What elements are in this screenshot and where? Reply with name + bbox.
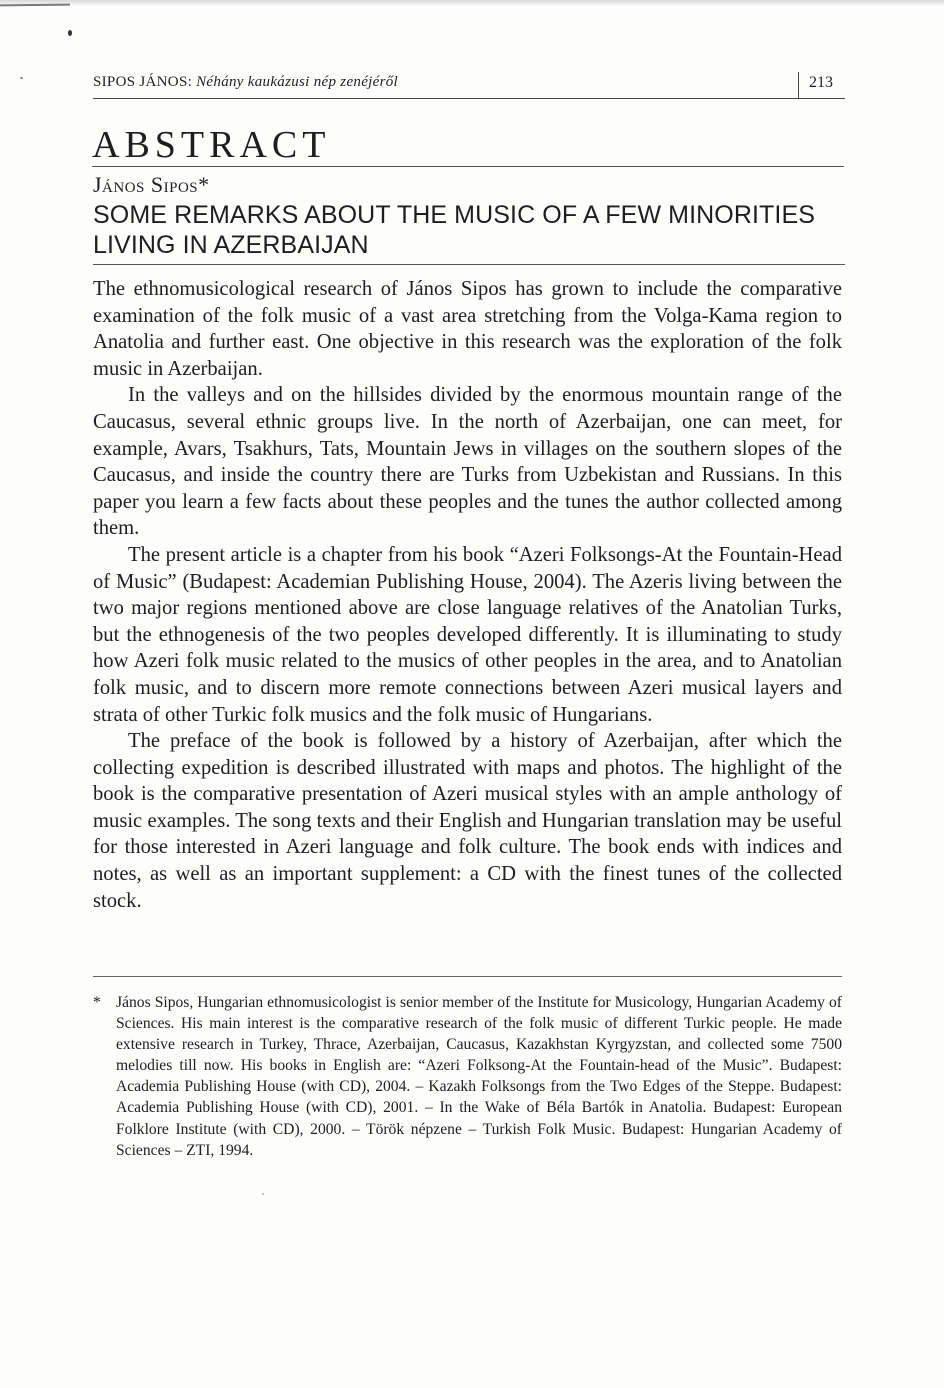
- page-number: 213: [809, 74, 833, 91]
- scan-speck: [20, 77, 23, 79]
- paragraph: The present article is a chapter from his book “Azeri Folksongs-At the Fountain-Head of Music” (Budapest: Academian Publishing House, 2004). The Azeris living between the two major regions mentioned above are close language relatives of the Anatolian Turks, but the ethnogenesis of the two peoples developed differently. It is illuminating to study how Azeri folk music related to the musics of other peoples in the area, and to Anatolian folk music, and to discern more remote connections between Azeri musical layers and strata of other Turkic folk musics and the folk music of Hungarians.: [93, 543, 842, 726]
- running-head: [93, 72, 845, 99]
- abstract-heading: ABSTRACT: [92, 124, 844, 167]
- footnote-divider: [93, 976, 842, 977]
- running-head-divider: [798, 72, 799, 98]
- running-head-author: [93, 74, 398, 91]
- running-head-author-name: SIPOS JÁNOS:: [93, 74, 193, 90]
- footnote: [93, 992, 842, 1161]
- scan-speck: [68, 30, 72, 36]
- paragraph: The ethnomusicological research of János Sipos has grown to include the comparative examination of the folk music of a vast area stretching from the Volga-Kama region to Anatolia and further east. One objective in this research was the exploration of the folk music in Azerbaijan.: [93, 278, 842, 380]
- paragraph: In the valleys and on the hillsides divided by the enormous mountain range of the Caucasus, several ethnic groups live. In the north of Azerbaijan, one can meet, for example, Avars, Tsakhurs, Tats, Mountain Jews in villages on the southern slopes of the Caucasus, and inside the country there are Turks from Uzbekistan and Russians. In this paper you learn a few facts about these peoples and the tunes the author collected among them.: [93, 384, 842, 540]
- author-name: János Sipos*: [93, 172, 210, 197]
- running-head-title: Néhány kaukázusi nép zenéjéről: [196, 74, 398, 90]
- abstract-body: [93, 276, 842, 914]
- scan-shadow: [0, 0, 944, 6]
- scan-speck: [262, 1193, 264, 1195]
- footnote-marker: *: [93, 994, 101, 1011]
- footnote-text: János Sipos, Hungarian ethnomusicologist is senior member of the Institute for Musicology, Hungarian Academy of Sciences. His main interest is the comparative research of the folk music of different Turkic people. He made extensive research in Turkey, Thrace, Azerbaijan, Caucasus, Kazakhstan Kyrgyzstan, and collected some 7500 melodies till now. His books in English are: “Azeri Folksong-At the Fountain-head of the Music”. Budapest: Academia Publishing House (with CD), 2004. – Kazakh Folksongs from the Two Edges of the Steppe. Budapest: Academia Publishing House (with CD), 2001. – In the Wake of Béla Bartók in Anatolia. Budapest: European Folklore Institute (with CD), 2000. – Török népzene – Turkish Folk Music. Budapest: Hungarian Academy of Sciences – ZTI, 1994.: [116, 994, 842, 1159]
- paragraph: The preface of the book is followed by a history of Azerbaijan, after which the collecting expedition is described illustrated with maps and photos. The highlight of the book is the comparative presentation of Azeri musical styles with an ample anthology of music examples. The song texts and their English and Hungarian translation may be useful for those interested in Azeri language and folk culture. The book ends with indices and notes, as well as an important supplement: a CD with the finest tunes of the collected stock.: [93, 730, 842, 912]
- article-title: SOME REMARKS ABOUT THE MUSIC OF A FEW MINORITIES LIVING IN AZERBAIJAN: [93, 200, 845, 265]
